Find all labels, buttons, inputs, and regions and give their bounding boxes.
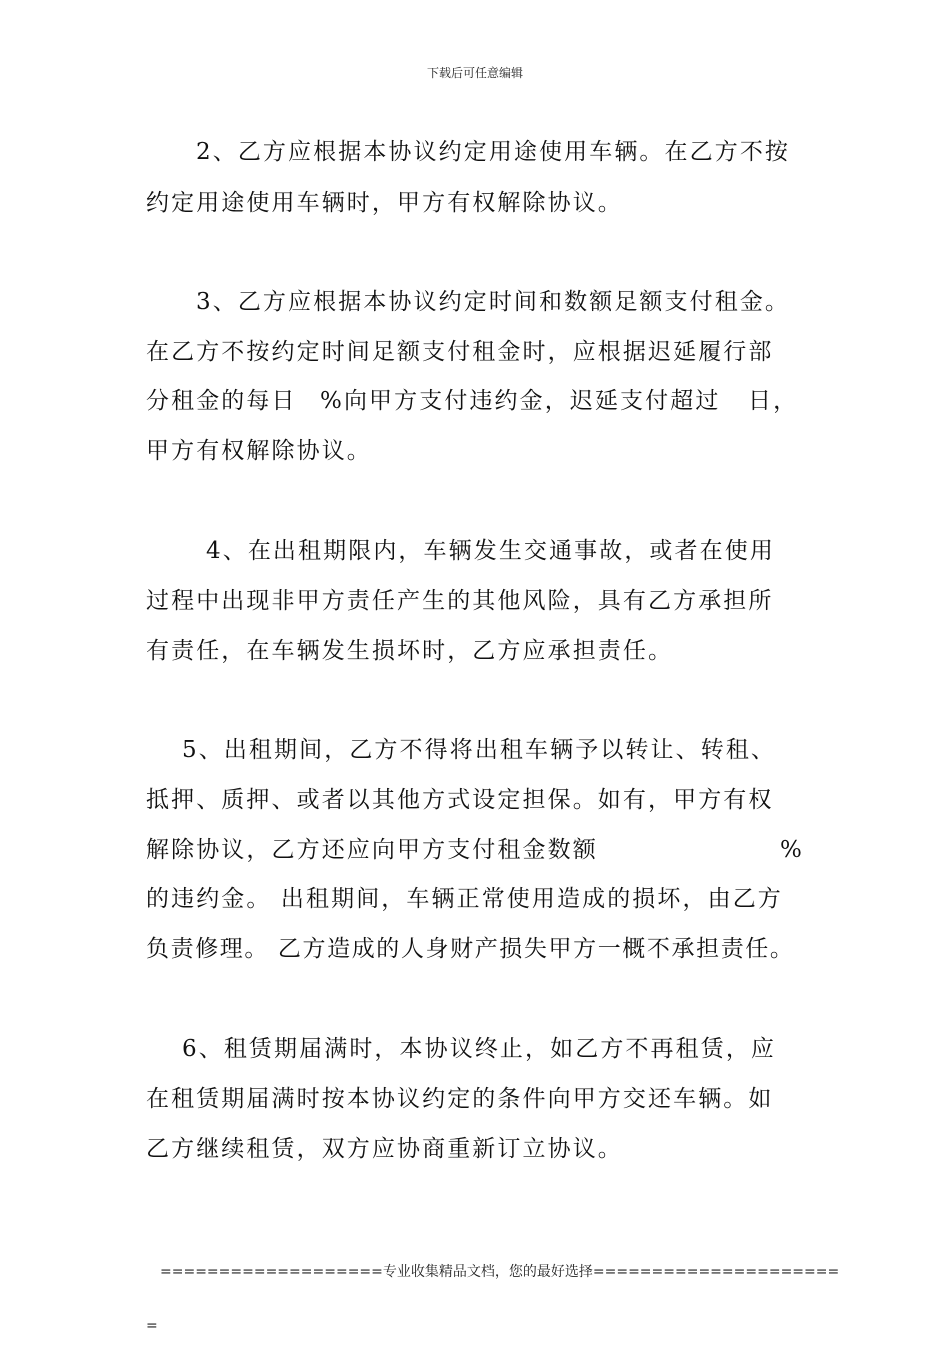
paragraph-6-line-2: 在租赁期届满时按本协议约定的条件向甲方交还车辆。如	[146, 1086, 774, 1112]
paragraph-3-line-3b: %向甲方支付违约金，迟延支付超过	[320, 388, 721, 414]
paragraph-4-line-2: 过程中出现非甲方责任产生的其他风险，具有乙方承担所	[146, 588, 774, 614]
paragraph-3-line-3c: 日，	[748, 388, 799, 414]
page-footer	[146, 1227, 840, 1353]
footer-line-2: =	[146, 1318, 158, 1334]
paragraph-6-line-1: 6、租赁期届满时，本协议终止，如乙方不再租赁，应	[182, 1036, 777, 1062]
paragraph-3-line-3a: 分租金的每日	[146, 388, 297, 414]
paragraph-5-line-4: 的违约金。 出租期间，车辆正常使用造成的损坏，由乙方	[146, 886, 783, 912]
paragraph-3-line-4: 甲方有权解除协议。	[146, 438, 372, 464]
paragraph-5-line-2: 抵押、质押、或者以其他方式设定担保。如有，甲方有权	[146, 787, 774, 813]
paragraph-2-line-1: 2、乙方应根据本协议约定用途使用车辆。在乙方不按	[196, 139, 791, 165]
paragraph-3-line-1: 3、乙方应根据本协议约定时间和数额足额支付租金。	[196, 289, 791, 315]
paragraph-3-line-2: 在乙方不按约定时间足额支付租金时，应根据迟延履行部	[146, 339, 774, 365]
paragraph-2-line-2: 约定用途使用车辆时，甲方有权解除协议。	[146, 190, 623, 216]
paragraph-4-line-1: 4、在出租期限内，车辆发生交通事故，或者在使用	[206, 538, 775, 564]
paragraph-5-line-5: 负责修理。 乙方造成的人身财产损失甲方一概不承担责任。	[146, 936, 795, 962]
footer-line-1: ===================专业收集精品文档，您的最好选择=====================	[160, 1264, 840, 1280]
paragraph-6-line-3: 乙方继续租赁，双方应协商重新订立协议。	[146, 1136, 623, 1162]
paragraph-5-line-3b: %	[780, 837, 804, 863]
paragraph-5-line-1: 5、出租期间，乙方不得将出租车辆予以转让、转租、	[182, 737, 777, 763]
page-header: 下载后可任意编辑	[426, 66, 523, 80]
paragraph-4-line-3: 有责任，在车辆发生损坏时，乙方应承担责任。	[146, 638, 674, 664]
paragraph-5-line-3a: 解除协议，乙方还应向甲方支付租金数额	[146, 837, 598, 863]
